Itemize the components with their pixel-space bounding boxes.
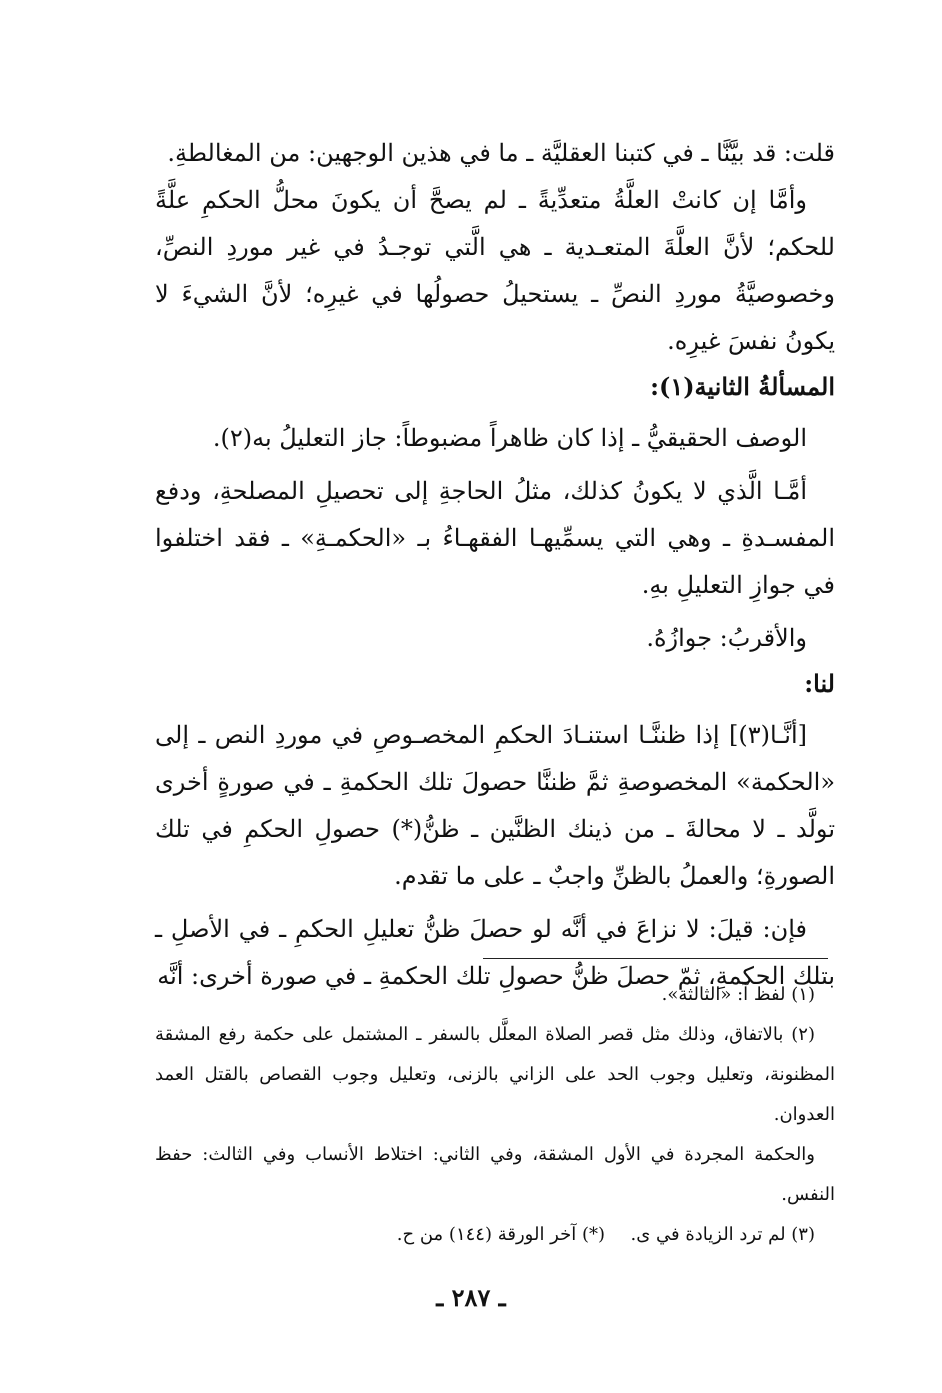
footnote-1: (١) لفظ آ: «الثالثة». [661, 984, 815, 1005]
footnotes [155, 975, 835, 1255]
footnote-2-continued: والحكمة المجردة في الأول المشقة، وفي الثاني: اختلاط الأنساب وفي الثالث: حفظ النفس. [155, 1144, 835, 1205]
paragraph-7: فإن: قيلَ: لا نزاعَ في أنَّه لو حصلَ ظنُّ تعليلِ الحكمِ ـ في الأصلِ ـ بتلك الحكمةِ، ثمّ حصلَ ظنُّ حصولِ تلك الحكمةِ ـ في صورة أخرى: أنَّه [155, 915, 835, 990]
paragraph-4: أمَّـا الَّذي لا يكونُ كذلك، مثلُ الحاجةِ إلى تحصيلِ المصلحةِ، ودفع المفسـدةِ ـ وهي التي يسمِّيهـا الفقهـاءُ بـ «الحكمـةِ» ـ فقد اختلفوا في جوازِ التعليلِ بهِ. [155, 477, 835, 599]
page-number: ـ ٢٨٧ ـ [436, 1283, 506, 1312]
main-text [155, 130, 835, 1000]
paragraph-2: وأمَّا إن كانتْ العلَّةُ متعدِّيةً ـ لم يصحَّ أن يكونَ محلُّ الحكمِ علَّةً للحكم؛ لأنَّ العلَّةَ المتعـدية ـ هي الَّتي توجـدُ في غير موردِ النصِّ، وخصوصيَّةُ موردِ النصِّ ـ يستحيلُ حصولُها في غيرِه؛ لأنَّ الشيءَ لا يكونُ نفسَ غيرِه. [155, 186, 835, 355]
footnote-separator [483, 958, 828, 959]
section-heading: المسألةُ الثانية(١): [650, 372, 835, 401]
paragraph-3: الوصف الحقيقيُّ ـ إذا كان ظاهراً مضبوطاً: جاز التعليلُ به(٢). [212, 424, 807, 452]
paragraph-6: [أنَّـا(٣)] إذا ظننَّـا استنـادَ الحكمِ المخصـوصِ في موردِ النص ـ إلى «الحكمة» المخصوصةِ ثمَّ ظننَّا حصولَ تلك الحكمةِ ـ في صورةٍ أخرى تولَّد ـ لا محالةَ ـ من ذينك الظنَّين ـ ظنُّ(*) حصولِ الحكمِ في تلك الصورةِ؛ والعملُ بالظنِّ واجبٌ ـ على ما تقدم. [155, 721, 835, 890]
footnote-star: (*) آخر الورقة (١٤٤) من ح. [396, 1224, 605, 1245]
paragraph-5: والأقربُ: جوازُهُ. [646, 624, 807, 652]
footnote-3: (٣) لم ترد الزيادة في ى. [630, 1224, 815, 1245]
footnote-row-last [155, 1215, 835, 1255]
subheading-lana: لنا: [804, 669, 835, 698]
paragraph-1: قلت: قد بيَّنَّا ـ في كتبنا العقليَّة ـ ما في هذين الوجهين: من المغالطةِ. [167, 139, 835, 167]
footnote-2: (٢) بالاتفاق، وذلك مثل قصر الصلاة المعلَّل بالسفر ـ المشتمل على حكمة رفع المشقة المظنونة، وتعليل وجوب الحد على الزاني بالزنى، وتعليل وجوب القصاص بالقتل العمد العدوان. [155, 1024, 835, 1125]
